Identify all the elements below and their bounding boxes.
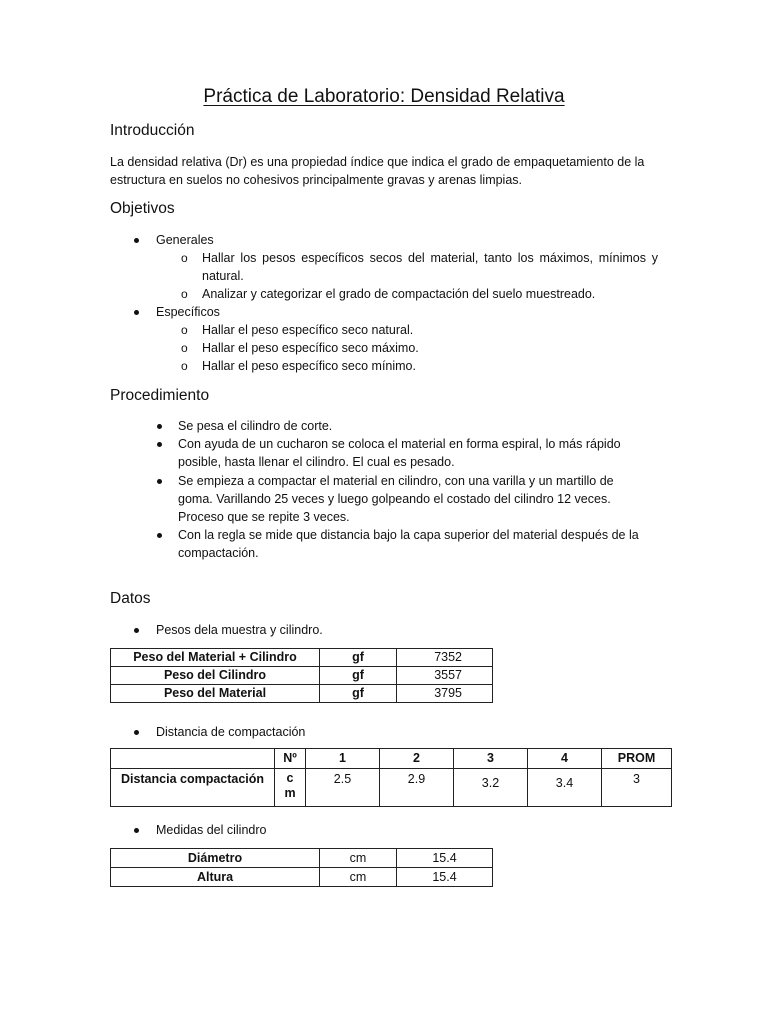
procedimiento-step: Con la regla se mide que distancia bajo la capa superior del material después de la compactación.: [178, 528, 639, 560]
bullet-icon: [157, 533, 162, 538]
intro-text: La densidad relativa (Dr) es una propiedad índice que indica el grado de empaquetamiento de la estructura en suelos no cohesivos principalmente gravas y arenas limpias.: [110, 155, 645, 187]
table-cell: Distancia compactación: [111, 769, 275, 807]
bullet-icon: [157, 424, 162, 429]
unit-text: m: [284, 786, 296, 800]
table-cell: 3: [602, 769, 672, 807]
table-cell: [275, 769, 306, 807]
table-cell: cm: [320, 868, 397, 887]
especificos-label: Específicos: [156, 305, 220, 319]
procedimiento-step: Se empieza a compactar el material en cilindro, con una varilla y un martillo de goma. Varillando 25 veces y luego golpeando el costado del cilindro 12 veces. Proceso que se repite 3 veces.: [178, 474, 614, 524]
table-cell: Peso del Cilindro: [111, 667, 320, 685]
table-cell: Altura: [111, 868, 320, 887]
table-cell: 7352: [397, 649, 493, 667]
sub-bullet-icon: o: [181, 359, 188, 373]
procedimiento-step: Con ayuda de un cucharon se coloca el material en forma espiral, lo más rápido posible, hasta llenar el cilindro. El cual es pesado.: [178, 437, 621, 469]
table-row: [111, 667, 493, 685]
especificos-item: Hallar el peso específico seco natural.: [202, 323, 414, 337]
table-cell: gf: [320, 667, 397, 685]
pesos-label: Pesos dela muestra y cilindro.: [156, 623, 323, 637]
bullet-icon: [134, 310, 139, 315]
table-cell: Diámetro: [111, 849, 320, 868]
medidas-table: [110, 848, 493, 887]
table-cell: Nº: [275, 749, 306, 769]
pesos-table: [110, 648, 493, 703]
procedimiento-step: Se pesa el cilindro de corte.: [178, 419, 333, 433]
generales-label: Generales: [156, 233, 214, 247]
table-cell: 3.4: [528, 769, 602, 807]
table-cell: 4: [528, 749, 602, 769]
sub-bullet-icon: o: [181, 323, 188, 337]
table-row: [111, 685, 493, 703]
distancia-table: [110, 748, 672, 807]
unit-text: c: [286, 771, 294, 785]
bullet-icon: [157, 479, 162, 484]
procedimiento-heading: Procedimiento: [110, 387, 210, 404]
table-cell: 3: [454, 749, 528, 769]
table-cell: 3557: [397, 667, 493, 685]
datos-heading: Datos: [110, 590, 151, 607]
generales-item: Analizar y categorizar el grado de compactación del suelo muestreado.: [202, 287, 596, 301]
table-cell: [111, 749, 275, 769]
table-cell: 15.4: [397, 868, 493, 887]
intro-heading: Introducción: [110, 122, 195, 139]
table-row: [111, 749, 672, 769]
table-cell: 3795: [397, 685, 493, 703]
table-cell: PROM: [602, 749, 672, 769]
distancia-label: Distancia de compactación: [156, 725, 306, 739]
table-cell: 3.2: [454, 769, 528, 807]
generales-item: Hallar los pesos específicos secos del material, tanto los máximos, mínimos y natural.: [202, 251, 658, 283]
table-cell: 15.4: [397, 849, 493, 868]
sub-bullet-icon: o: [181, 287, 188, 301]
table-cell: 1: [306, 749, 380, 769]
especificos-item: Hallar el peso específico seco mínimo.: [202, 359, 416, 373]
especificos-item: Hallar el peso específico seco máximo.: [202, 341, 419, 355]
objetivos-heading: Objetivos: [110, 200, 175, 217]
bullet-icon: [134, 730, 139, 735]
table-row: [111, 769, 672, 807]
bullet-icon: [134, 238, 139, 243]
table-row: [111, 868, 493, 887]
table-cell: gf: [320, 649, 397, 667]
medidas-label: Medidas del cilindro: [156, 823, 267, 837]
bullet-icon: [134, 628, 139, 633]
bullet-icon: [157, 442, 162, 447]
page-title: Práctica de Laboratorio: Densidad Relativa: [203, 86, 565, 107]
sub-bullet-icon: o: [181, 341, 188, 355]
table-cell: Peso del Material: [111, 685, 320, 703]
table-row: [111, 649, 493, 667]
table-cell: cm: [320, 849, 397, 868]
table-row: [111, 849, 493, 868]
bullet-icon: [134, 828, 139, 833]
table-cell: gf: [320, 685, 397, 703]
sub-bullet-icon: o: [181, 251, 188, 265]
table-cell: Peso del Material + Cilindro: [111, 649, 320, 667]
table-cell: 2.5: [306, 769, 380, 807]
table-cell: 2: [380, 749, 454, 769]
table-cell: 2.9: [380, 769, 454, 807]
